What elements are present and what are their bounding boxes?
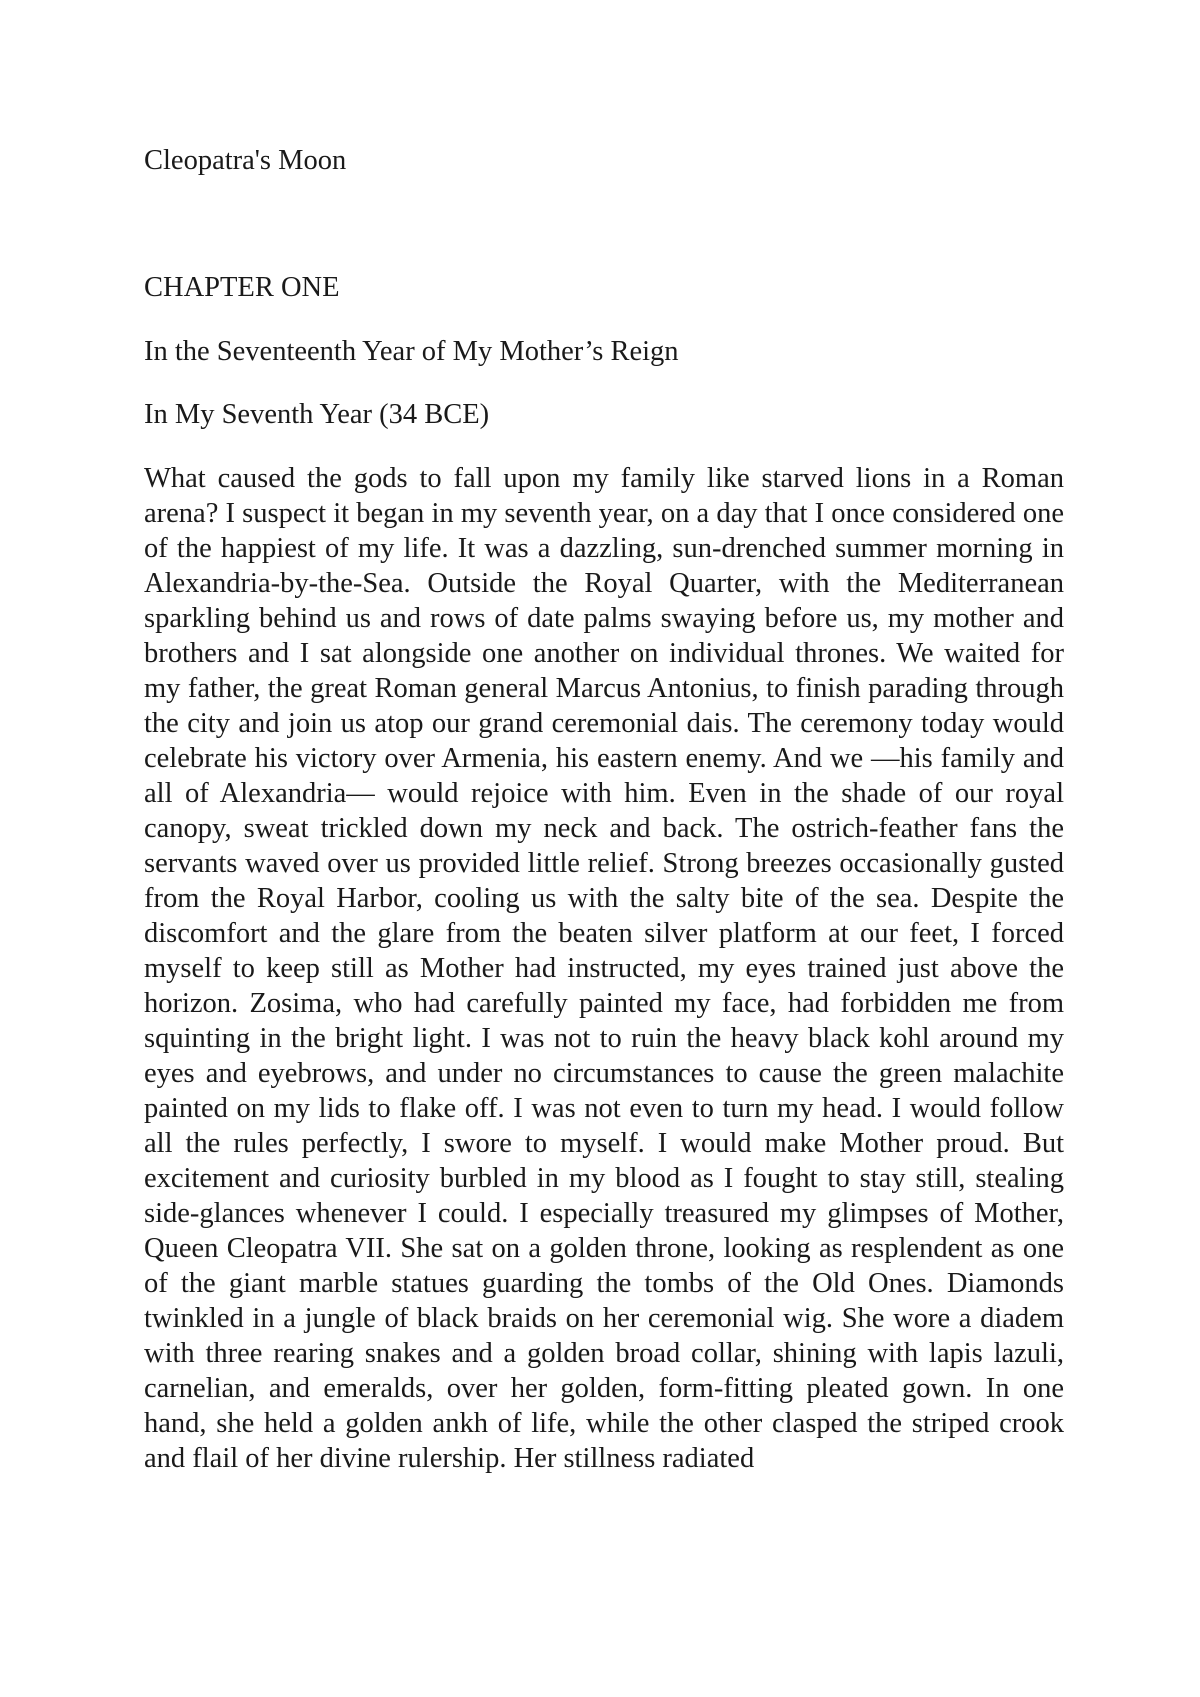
book-title: Cleopatra's Moon	[144, 145, 347, 176]
body-paragraph: What caused the gods to fall upon my family like starved lions in a Roman arena? I suspect it began in my seventh year, on a day that I once considered one of the happiest of my life. It was a dazzling, sun-drenched summer morning in Alexandria-by-the-Sea. Outside the Royal Quarter, with the Mediterranean sparkling behind us and rows of date palms swaying before us, my mother and brothers and I sat alongside one another on individual thrones. We waited for my father, the great Roman general Marcus Antonius, to finish parading through the city and join us atop our grand ceremonial dais. The ceremony today would celebrate his victory over Armenia, his eastern enemy. And we —his family and all of Alexandria— would rejoice with him. Even in the shade of our royal canopy, sweat trickled down my neck and back. The ostrich-feather fans the servants waved over us provided little relief. Strong breezes occasionally gusted from the Royal Harbor, cooling us with the salty bite of the sea. Despite the discomfort and the glare from the beaten silver platform at our feet, I forced myself to keep still as Mother had instructed, my eyes trained just above the horizon. Zosima, who had carefully painted my face, had forbidden me from squinting in the bright light. I was not to ruin the heavy black kohl around my eyes and eyebrows, and under no circumstances to cause the green malachite painted on my lids to flake off. I was not even to turn my head. I would follow all the rules perfectly, I swore to myself. I would make Mother proud. But excitement and curiosity burbled in my blood as I fought to stay still, stealing side-glances whenever I could. I especially treasured my glimpses of Mother, Queen Cleopatra VII. She sat on a golden throne, looking as resplendent as one of the giant marble statues guarding the tombs of the Old Ones. Diamonds twinkled in a jungle of black braids on her ceremonial wig. She wore a diadem with three rearing snakes and a golden broad collar, shining with lapis lazuli, carnelian, and emeralds, over her golden, form-fitting pleated gown. In one hand, she held a golden ankh of life, while the other clasped the striped crook and flail of her divine rulership. Her stillness radiated	[144, 463, 1064, 1474]
chapter-heading: CHAPTER ONE	[144, 272, 340, 303]
subheading-year: In My Seventh Year (34 BCE)	[144, 399, 490, 430]
subheading-reign: In the Seventeenth Year of My Mother’s Reign	[144, 336, 679, 367]
